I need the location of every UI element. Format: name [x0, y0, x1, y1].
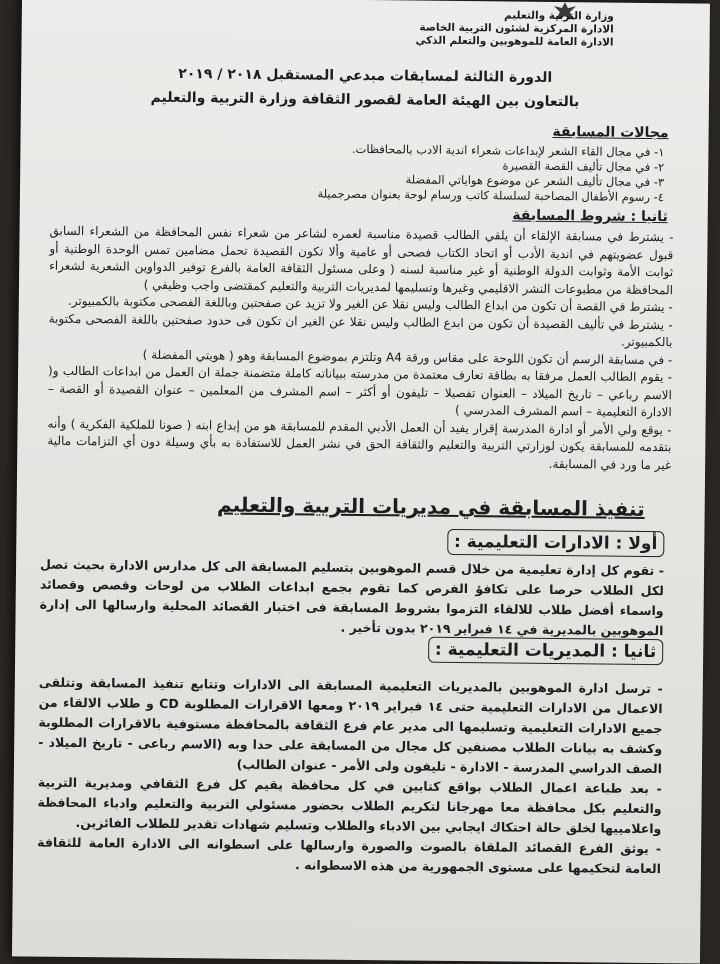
list-item: - ترسل ادارة الموهوبين بالمديريات التعليمية المسابقة الى الادارات وتتابع تنفيذ المسابقة وتتلقى الاعمال من الادارات التعليمية حتى ١٤ فبراير ٢٠١٩ ومعها الاقرارات المطلوبة CD و طلاب الالقاء من جميع الادارات التعليمية وتسليمها الى مدير عام فرع الثقافة بالمحافظة مستوفية بالاقرارات المطلوبة وكشف به بيانات الطلاب مصنفين كل مجال من المسابقة على حدا وبه (الاسم رباعى - تاريخ الميلاد - الصف الدراسي المدرسة - الادارة - تليفون ولى الأمر - عنوان الطالب) — [38, 674, 663, 777]
ministry-line: الادارة المركزية لشئون التربية الخاصة — [419, 21, 614, 36]
conditions-heading: ثانيا : شروط المسابقة — [512, 207, 668, 226]
list-item: - يشترط في تأليف القصيدة أن تكون من ابدع الطالب وليس نقلا عن الغير ان تكون فى حدود صفحتين باللغة الفصحى مكتوبة بالكمبيوتر. — [48, 311, 673, 350]
document-subtitle: بالتعاون بين الهيئة العامة لقصور الثقافة وزارة التربية والتعليم — [150, 89, 580, 111]
list-item: - بعد طباعة اعمال الطلاب بواقع كتابين في كل محافظة يقيم كل فرع الثقافي ومديرية التربية والتعليم بكل محافظة معا مهرجانا لتكريم الطلاب بحضور مسئولي التربية والتعليم وادباء المحافظة واعلامييها لخلق حالة احتكاك ايجابي بين الادباء والطلاب وتسليم شهادات تقدير للطلاب الفائزين. — [37, 774, 662, 837]
list-item: - يوقع ولي الأمر أو ادارة المدرسة إقرار يفيد أن العمل الأدبي المقدم للمسابقة هو من إبداع ابنه ( صونا للملكية الفكرية ) وأنه بتقدمه للمسابقة يكون لوزارتي التربية والتعليم والثقافة الحق في نشر العمل للاستفادة به بأي وسيلة دون أي التزامات مالية غير ما ورد في المسابقة. — [47, 416, 672, 472]
list-item: ٤- رسوم الأطفال المصاحبة لسلسلة كاتب ورسام لوحة بعنوان مصرجميلة — [317, 186, 665, 205]
conditions-list — [47, 223, 674, 475]
ministry-line: الادارة العامة للموهوبين والتعلم الذكي — [415, 34, 614, 49]
list-item: - في مسابقة الرسم أن تكون اللوحة على مقاس ورقة A4 وتلتزم بموضوع المسابقة وهو ( هويتي المفضلة ) — [142, 347, 673, 367]
document-page — [12, 0, 710, 964]
first-section-text: - تقوم كل إدارة تعليمية من خلال قسم الموهوبين بتسليم المسابقة الى كل مدارس الادارة بحيث تصل لكل الطلاب حرصا على تكافؤ الفرص كما تقوم بجمع ابداعات الطلاب من لوحات وقصص وقصائد واسماء أفضل طلاب للالقاء التزموا بشروط المسابقة فى اختبار القصائد المحلية وارسالها الى إدارة الموهوبين بالمديرية في ١٤ فبراير ٢٠١٩ بدون تأخير . — [39, 556, 665, 639]
document-title: الدورة الثالثة لمسابقات مبدعي المستقبل ٢٠١٨ / ٢٠١٩ — [178, 66, 553, 86]
list-item: ٣- في مجال تأليف الشعر عن موضوع هواياتي المفضلة — [405, 172, 665, 190]
list-item: - يشترط في مسابقة الإلقاء أن يلقي الطالب قصيدة مناسبة لعمره لشاعر من شعراء نفس المحافظة من الشعراء السابق قبول عضويتهم في اندية الأدب أو اتحاد الكتاب فصحى أو عامية وألا تكون القصيدة تحمل مضامين تمس الوحدة الوطنية أو ثوابت الأمة وثوابت الدولة الوطنية أو غير مناسبة لسنه ( وعلى مسئول الثقافة العامة بالفرع توفير الدواوين الشعرية لشعراء المحافظة من مطبوعات النشر الاقليمي وغيرها وتسليمها لمديريات التربية والتعليم كمقتضى واجب وظيفي ) — [49, 223, 674, 297]
ministry-line: وزارة التربية والتعليم — [504, 9, 614, 23]
list-item: - يوثق الفرع القصائد الملقاة بالصوت والصورة وارسالها على اسطوانه الى الادارة العامة للثقافة العامة لتحكيمها على مستوى الجمهورية من هذه الاسطوانه . — [37, 834, 662, 877]
list-item: - يشترط في القصة أن تكون من ابداع الطالب وليس نقلا عن الغير ولا تزيد عن صفحتين وباللغة الفصحى مكتوبة بالكمبيوتر. — [67, 293, 673, 315]
ministry-header — [384, 8, 614, 49]
fields-list — [64, 139, 665, 205]
list-item: ١- في مجال القاء الشعر لإبداعات شعراء اندية الادب بالمحافظات. — [351, 141, 665, 160]
second-section-heading: ثانيا : المديريات التعليمية : — [428, 637, 664, 665]
first-section-heading: أولا : الادارات التعليمية : — [447, 529, 665, 557]
list-item: ٢- في مجال تأليف القصة القصيرة — [502, 158, 665, 175]
implementation-heading: تنفيذ المسابقة في مديريات التربية والتعليم — [216, 492, 645, 521]
list-item: - يقوم الطالب العمل مرفقا به بطاقة تعارف معتمدة من مدرسته ببياناته كاملة متضمنة جملة ان العمل من ابداعات الطالب و( الاسم رباعي – تاريخ الميلاد – العنوان تفصيلا – تليفون أو أكثر – اسم المشرف من المعلمين – عنوان القصيدة أو القصة – الادارة التعليمية – اسم المشرف المدرسي ) — [47, 363, 673, 420]
fields-heading: مجالات المسابقة — [552, 123, 669, 142]
second-section-list — [37, 673, 663, 880]
